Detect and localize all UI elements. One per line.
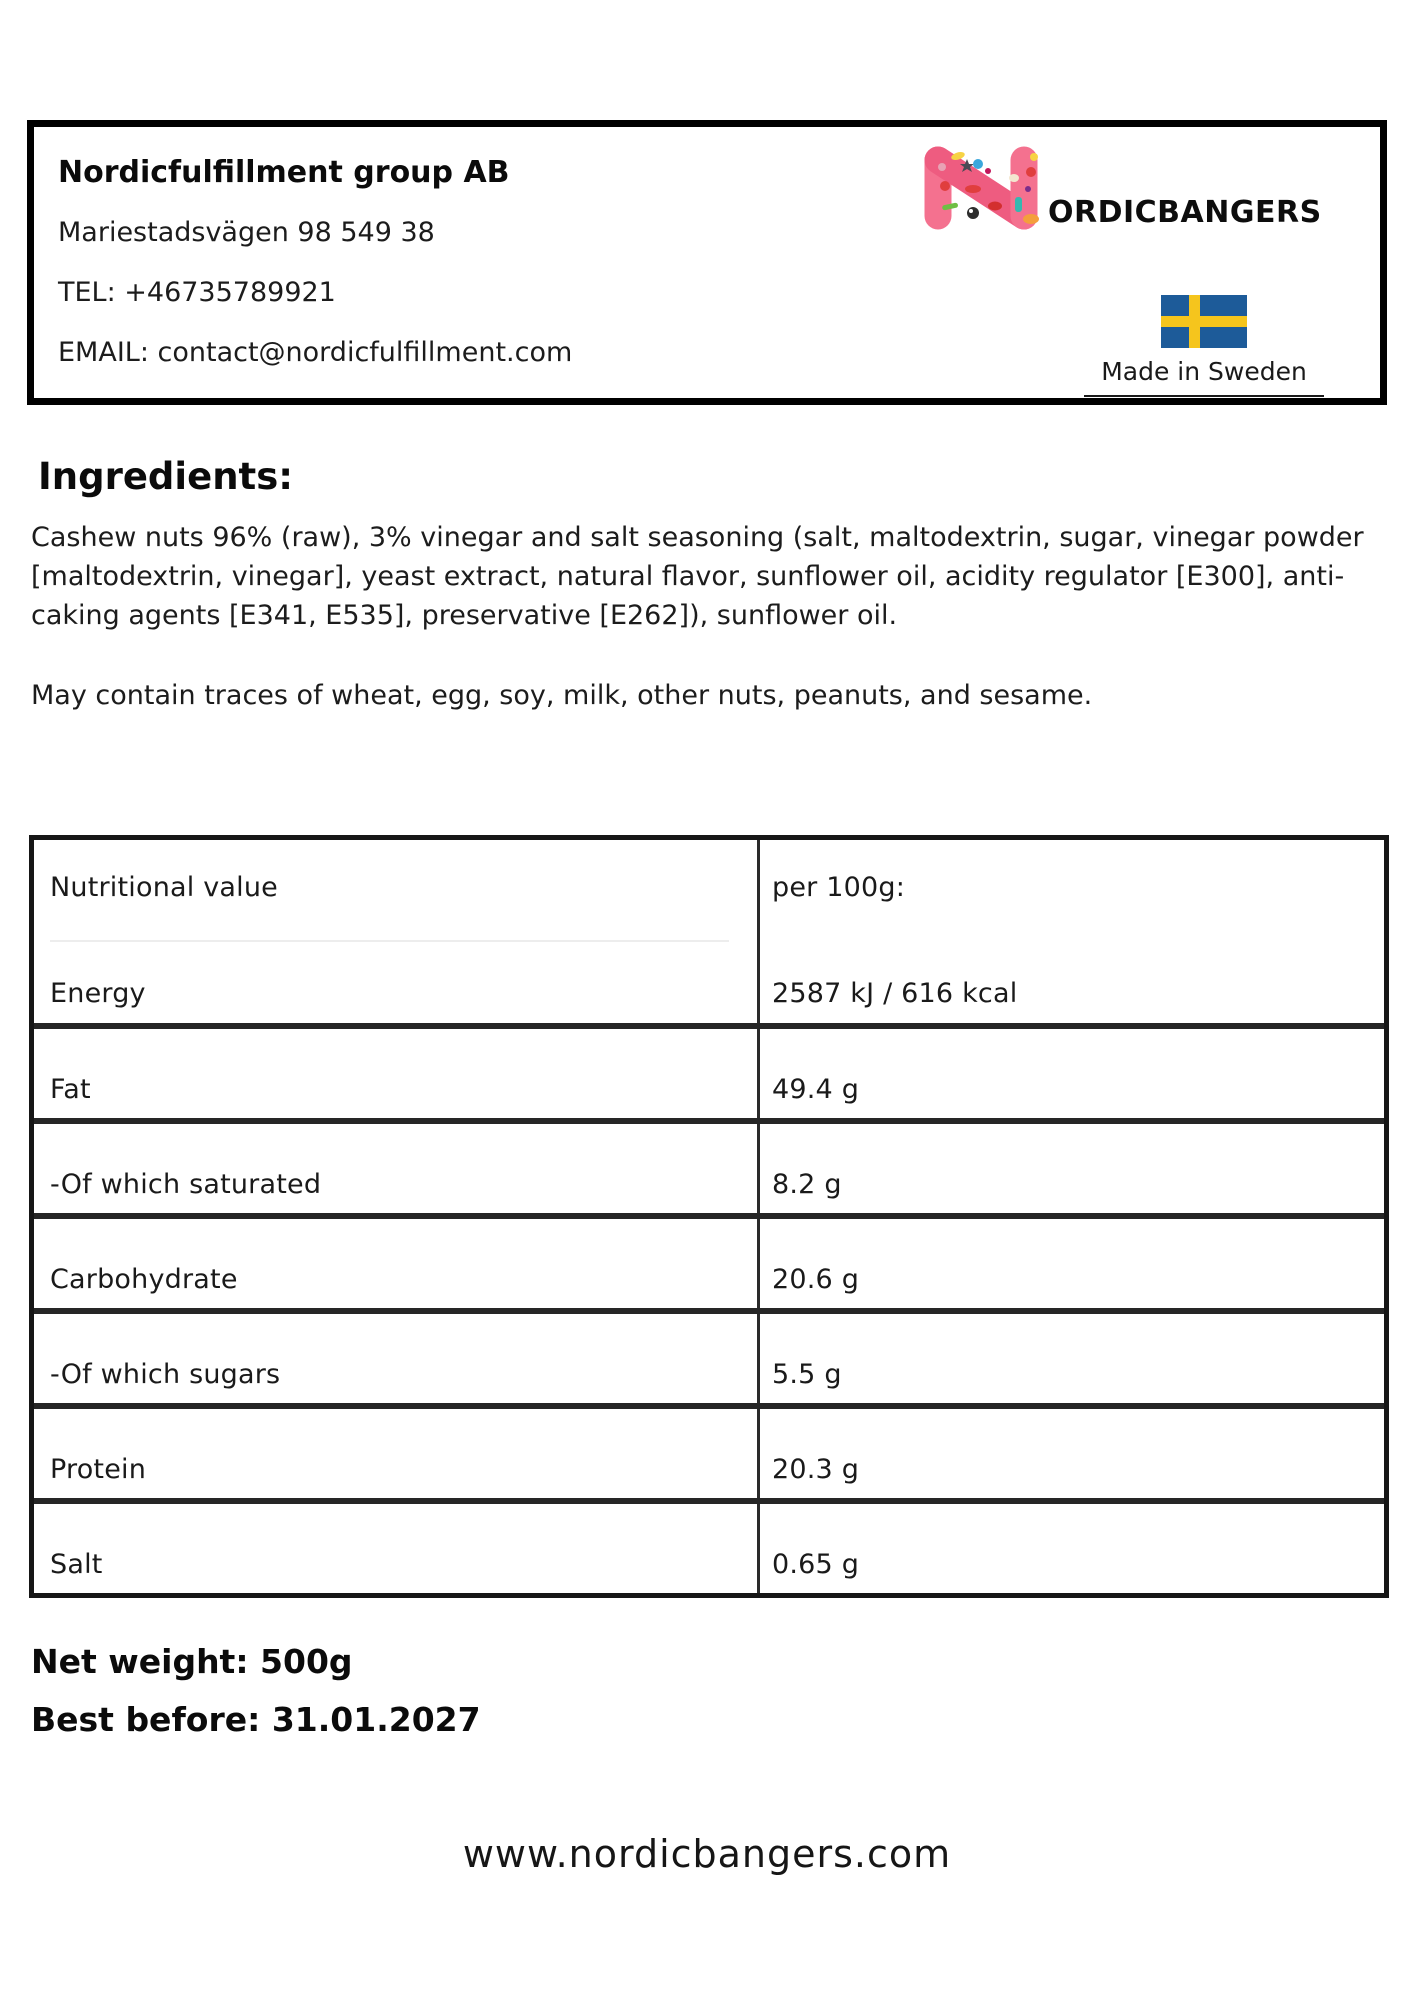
company-address: Mariestadsvägen 98 549 38 [58, 217, 435, 248]
company-name: Nordicfulfillment group AB [58, 155, 510, 190]
nutrition-header-per: per 100g: [772, 872, 906, 903]
nutrition-table [29, 835, 1389, 1598]
nutrition-row-fat [34, 1023, 1384, 1118]
nutrient-value: 8.2 g [772, 1169, 842, 1200]
nutrient-label: Fat [34, 1029, 760, 1118]
nutrition-row-salt [34, 1498, 1384, 1593]
sweden-flag-icon [1161, 295, 1247, 348]
header-soft-divider [50, 940, 729, 942]
best-before: Best before: 31.01.2027 [31, 1700, 481, 1739]
nutrition-row-saturated [34, 1118, 1384, 1213]
nutrient-value: 49.4 g [772, 1074, 860, 1105]
origin-label: Made in Sweden [1084, 357, 1324, 397]
nutrient-label: Salt [34, 1504, 760, 1593]
allergen-note: May contain traces of wheat, egg, soy, milk, other nuts, peanuts, and sesame. [31, 680, 1093, 711]
made-in-sweden-badge [1084, 295, 1324, 397]
nutrient-label: -Of which sugars [34, 1314, 760, 1403]
nutrition-row-carbohydrate [34, 1213, 1384, 1308]
ingredients-heading: Ingredients: [38, 455, 294, 498]
brand-wordmark: ORDICBANGERS [1048, 195, 1322, 230]
net-weight: Net weight: 500g [31, 1642, 353, 1681]
company-contact-block [58, 143, 572, 383]
nutrition-row-sugars [34, 1308, 1384, 1403]
nutrition-table-header-row [34, 840, 1384, 1023]
candy-letter-n-icon [918, 145, 1046, 231]
nutrient-label: -Of which saturated [34, 1124, 760, 1213]
nutrition-header-label: Nutritional value [50, 872, 278, 903]
nutrient-value: 5.5 g [772, 1359, 842, 1390]
nutrient-label: Protein [34, 1409, 760, 1498]
nutrition-row-protein [34, 1403, 1384, 1498]
nutrient-value: 20.6 g [772, 1264, 860, 1295]
nutrient-value: 0.65 g [772, 1549, 860, 1580]
company-info-box [27, 120, 1387, 405]
company-phone: TEL: +46735789921 [58, 277, 336, 308]
brand-logo [918, 145, 1322, 231]
nutrient-label: Carbohydrate [34, 1219, 760, 1308]
energy-label: Energy [50, 978, 146, 1009]
company-email: EMAIL: contact@nordicfulfillment.com [58, 337, 573, 368]
ingredients-text: Cashew nuts 96% (raw), 3% vinegar and salt seasoning (salt, maltodextrin, sugar, vinegar powder [maltodextrin, vinegar], yeast extract, natural flavor, sunflower oil, acidity regulator [E300], anti-caking agents [E341, E535], preservative [E262]), sunflower oil. [31, 522, 1364, 631]
nutrient-value: 20.3 g [772, 1454, 860, 1485]
energy-value: 2587 kJ / 616 kcal [772, 978, 1018, 1009]
website-url: www.nordicbangers.com [462, 1832, 952, 1876]
